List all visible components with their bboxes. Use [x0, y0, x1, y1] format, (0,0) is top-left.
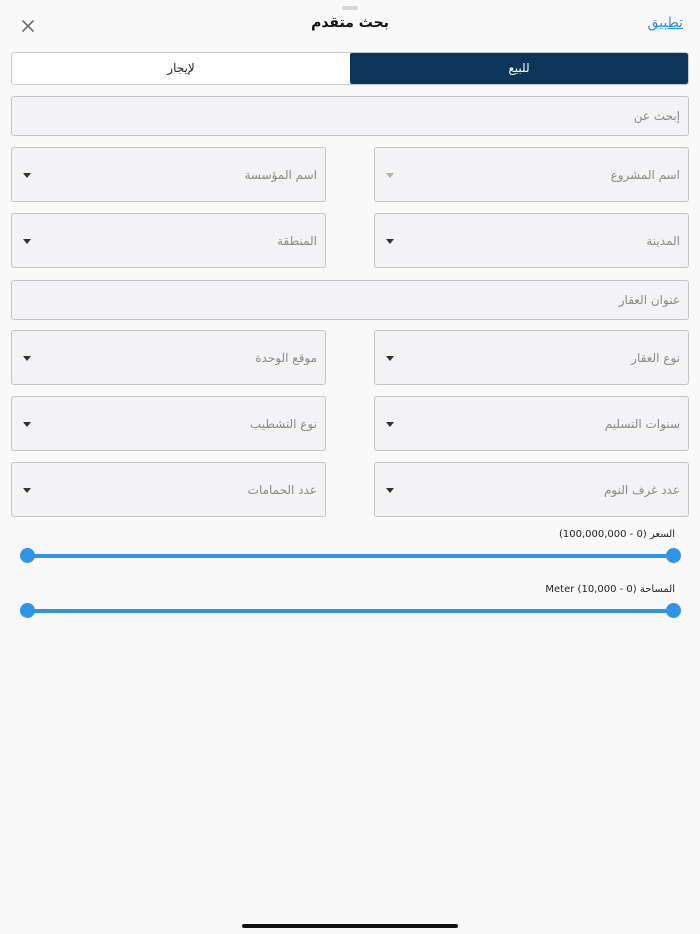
price-min-handle[interactable] — [20, 548, 35, 563]
bathrooms-label: عدد الحمامات — [247, 482, 317, 497]
property-address-input[interactable] — [11, 280, 689, 320]
unit-location-label: موقع الوحدة — [255, 350, 317, 365]
bathrooms-dropdown[interactable] — [11, 462, 326, 517]
finishing-type-label: نوع التشطيب — [249, 416, 317, 431]
property-address-label: عنوان العقار — [618, 293, 680, 307]
area-min-handle[interactable] — [20, 603, 35, 618]
search-placeholder: إبحث عن — [633, 109, 680, 123]
chevron-down-icon — [386, 173, 394, 178]
region-label: المنطقة — [277, 233, 317, 248]
city-dropdown[interactable] — [374, 213, 689, 268]
header — [0, 0, 700, 50]
tab-for-rent[interactable]: لإيجار — [167, 61, 195, 75]
chevron-down-icon — [386, 356, 394, 361]
home-indicator — [242, 924, 458, 928]
search-input[interactable] — [11, 96, 689, 136]
apply-button[interactable]: تطبيق — [647, 15, 683, 31]
chevron-down-icon — [23, 239, 31, 244]
chevron-down-icon — [386, 488, 394, 493]
chevron-down-icon — [23, 488, 31, 493]
bedrooms-label: عدد غرف النوم — [603, 482, 680, 497]
unit-location-dropdown[interactable] — [11, 330, 326, 385]
delivery-years-label: سنوات التسليم — [604, 416, 680, 431]
chevron-down-icon — [386, 422, 394, 427]
company-name-dropdown[interactable] — [11, 147, 326, 202]
listing-type-toggle — [11, 52, 689, 85]
property-type-dropdown[interactable] — [374, 330, 689, 385]
page-title: بحث متقدم — [311, 15, 389, 31]
slider-track — [27, 609, 673, 613]
area-range-slider[interactable] — [27, 603, 673, 619]
finishing-type-dropdown[interactable] — [11, 396, 326, 451]
area-max-handle[interactable] — [666, 603, 681, 618]
price-range-label: السعر (0 - 100,000,000) — [558, 529, 675, 540]
delivery-years-dropdown[interactable] — [374, 396, 689, 451]
price-range-slider[interactable] — [27, 548, 673, 564]
region-dropdown[interactable] — [11, 213, 326, 268]
project-name-label: اسم المشروع — [610, 167, 680, 182]
chevron-down-icon — [23, 173, 31, 178]
tab-for-sale[interactable]: للبيع — [350, 53, 688, 84]
price-max-handle[interactable] — [666, 548, 681, 563]
company-name-label: اسم المؤسسة — [244, 167, 317, 182]
chevron-down-icon — [23, 422, 31, 427]
chevron-down-icon — [23, 356, 31, 361]
project-name-dropdown[interactable] — [374, 147, 689, 202]
chevron-down-icon — [386, 239, 394, 244]
city-label: المدينة — [646, 233, 680, 248]
slider-track — [27, 554, 673, 558]
area-range-label: المساحة (0 - 10,000) Meter — [545, 584, 675, 595]
bedrooms-dropdown[interactable] — [374, 462, 689, 517]
property-type-label: نوع العقار — [631, 350, 680, 365]
